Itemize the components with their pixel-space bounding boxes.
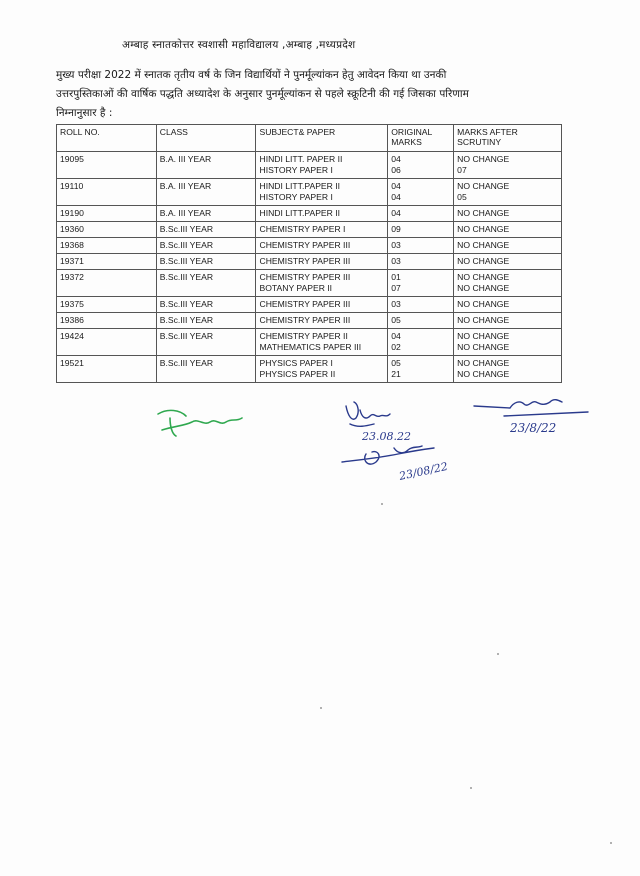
class-cell: B.Sc.III YEAR [156, 222, 256, 238]
subject-line: CHEMISTRY PAPER I [259, 224, 346, 234]
signature-green [150, 400, 250, 442]
svg-text:23/8/22: 23/8/22 [510, 421, 557, 435]
class-cell: B.Sc.III YEAR [156, 313, 256, 329]
subject-line: PHYSICS PAPER II [259, 369, 336, 379]
header-subject-paper: SUBJECT& PAPER [256, 125, 388, 152]
roll-no-cell: 19368 [57, 238, 157, 254]
marks-after-scrutiny-cell [454, 254, 562, 270]
original-mark: 03 [391, 240, 401, 250]
subject-paper-cell [256, 297, 388, 313]
marks-after-scrutiny-cell [454, 270, 562, 297]
subject-line: MATHEMATICS PAPER III [259, 342, 362, 352]
subject-line: CHEMISTRY PAPER II [259, 331, 348, 341]
original-mark: 03 [391, 256, 401, 266]
original-marks-cell [388, 270, 454, 297]
original-marks-cell [388, 329, 454, 356]
class-cell: B.A. III YEAR [156, 206, 256, 222]
original-mark: 03 [391, 299, 401, 309]
subject-line: CHEMISTRY PAPER III [259, 240, 351, 250]
subject-line: HISTORY PAPER I [259, 192, 333, 202]
class-cell: B.A. III YEAR [156, 152, 256, 179]
subject-line: PHYSICS PAPER I [259, 358, 333, 368]
scan-speck [470, 787, 472, 789]
subject-paper-cell [256, 206, 388, 222]
after-mark: NO CHANGE [457, 342, 510, 352]
table-row [57, 206, 562, 222]
subject-line: HISTORY PAPER I [259, 165, 333, 175]
marks-after-scrutiny-cell [454, 179, 562, 206]
after-mark: NO CHANGE [457, 240, 510, 250]
original-mark: 06 [391, 165, 401, 175]
subject-paper-cell [256, 152, 388, 179]
subject-paper-cell [256, 179, 388, 206]
intro-line: निम्नानुसार है : [56, 107, 113, 119]
original-mark: 04 [391, 208, 401, 218]
class-cell: B.Sc.III YEAR [156, 356, 256, 383]
original-mark: 01 [391, 272, 401, 282]
subject-paper-cell [256, 222, 388, 238]
header-class: CLASS [156, 125, 256, 152]
roll-no-cell: 19372 [57, 270, 157, 297]
scan-speck [497, 653, 499, 655]
roll-no-cell: 19110 [57, 179, 157, 206]
marks-after-scrutiny-cell [454, 329, 562, 356]
marks-after-scrutiny-cell [454, 152, 562, 179]
roll-no-cell: 19424 [57, 329, 157, 356]
subject-paper-cell [256, 313, 388, 329]
header-marks-after-scrutiny: MARKS AFTER SCRUTINY [454, 125, 562, 152]
original-mark: 05 [391, 315, 401, 325]
subject-line: CHEMISTRY PAPER III [259, 272, 351, 282]
original-marks-cell [388, 356, 454, 383]
original-mark: 04 [391, 181, 401, 191]
subject-line: HINDI LITT.PAPER II [259, 181, 341, 191]
original-mark: 04 [391, 192, 401, 202]
signature-date-2 [470, 392, 600, 438]
marks-after-scrutiny-cell [454, 222, 562, 238]
after-mark: NO CHANGE [457, 299, 510, 309]
subject-line: CHEMISTRY PAPER III [259, 256, 351, 266]
subject-paper-cell [256, 270, 388, 297]
marks-after-scrutiny-cell [454, 356, 562, 383]
original-marks-cell [388, 238, 454, 254]
original-mark: 04 [391, 331, 401, 341]
original-mark: 07 [391, 283, 401, 293]
college-header: अम्बाह स्नातकोत्तर स्वशासी महाविद्यालय ,अम्बाह ,मध्यप्रदेश [122, 39, 356, 51]
original-marks-cell [388, 297, 454, 313]
original-marks-cell [388, 179, 454, 206]
original-marks-cell [388, 206, 454, 222]
original-mark: 05 [391, 358, 401, 368]
after-mark: NO CHANGE [457, 154, 510, 164]
original-mark: 21 [391, 369, 401, 379]
table-body [57, 152, 562, 383]
class-cell: B.Sc.III YEAR [156, 329, 256, 356]
original-marks-cell [388, 222, 454, 238]
subject-line: HINDI LITT. PAPER II [259, 154, 343, 164]
table-row [57, 329, 562, 356]
marks-after-scrutiny-cell [454, 297, 562, 313]
after-mark: NO CHANGE [457, 315, 510, 325]
marks-after-scrutiny-cell [454, 313, 562, 329]
table-row [57, 270, 562, 297]
after-mark: NO CHANGE [457, 224, 510, 234]
after-mark: NO CHANGE [457, 208, 510, 218]
subject-paper-cell [256, 254, 388, 270]
scan-speck [381, 503, 383, 505]
scan-speck [610, 842, 612, 844]
subject-line: BOTANY PAPER II [259, 283, 333, 293]
original-mark: 02 [391, 342, 401, 352]
after-mark: NO CHANGE [457, 272, 510, 282]
table-row [57, 313, 562, 329]
class-cell: B.Sc.III YEAR [156, 238, 256, 254]
subject-paper-cell [256, 329, 388, 356]
roll-no-cell: 19375 [57, 297, 157, 313]
roll-no-cell: 19360 [57, 222, 157, 238]
class-cell: B.Sc.III YEAR [156, 270, 256, 297]
subject-paper-cell [256, 356, 388, 383]
signature-date-1 [340, 398, 430, 444]
after-mark: NO CHANGE [457, 283, 510, 293]
after-mark: NO CHANGE [457, 358, 510, 368]
original-marks-cell [388, 313, 454, 329]
after-mark: 05 [457, 192, 467, 202]
scrutiny-results-table [56, 124, 562, 383]
after-mark: NO CHANGE [457, 369, 510, 379]
roll-no-cell: 19371 [57, 254, 157, 270]
class-cell: B.Sc.III YEAR [156, 297, 256, 313]
intro-line: मुख्य परीक्षा 2022 में स्नातक तृतीय वर्ष के जिन विद्यार्थियों ने पुनर्मूल्यांकन हेतु आवेदन किया था उनकी [56, 69, 447, 81]
scan-speck [320, 707, 322, 709]
roll-no-cell: 19190 [57, 206, 157, 222]
intro-line: उत्तरपुस्तिकाओं की वार्षिक पद्धति अध्यादेश के अनुसार पुनर्मूल्यांकन से पहले स्क्रूटिनी की गई जिसका परिणाम [56, 88, 469, 100]
subject-line: CHEMISTRY PAPER III [259, 315, 351, 325]
after-mark: NO CHANGE [457, 181, 510, 191]
roll-no-cell: 19521 [57, 356, 157, 383]
table-row [57, 238, 562, 254]
original-mark: 09 [391, 224, 401, 234]
subject-paper-cell [256, 238, 388, 254]
subject-line: HINDI LITT.PAPER II [259, 208, 341, 218]
original-mark: 04 [391, 154, 401, 164]
after-mark: 07 [457, 165, 467, 175]
after-mark: NO CHANGE [457, 256, 510, 266]
class-cell: B.A. III YEAR [156, 179, 256, 206]
table-row [57, 179, 562, 206]
svg-text:23/08/22: 23/08/22 [397, 459, 449, 483]
marks-after-scrutiny-cell [454, 206, 562, 222]
original-marks-cell [388, 152, 454, 179]
header-roll-no: ROLL NO. [57, 125, 157, 152]
intro-paragraph [56, 66, 576, 123]
subject-line: CHEMISTRY PAPER III [259, 299, 351, 309]
table-row [57, 356, 562, 383]
header-original-marks: ORIGINAL MARKS [388, 125, 454, 152]
roll-no-cell: 19095 [57, 152, 157, 179]
marks-after-scrutiny-cell [454, 238, 562, 254]
class-cell: B.Sc.III YEAR [156, 254, 256, 270]
table-row [57, 297, 562, 313]
table-row [57, 222, 562, 238]
signature-date-3 [338, 440, 478, 490]
svg-text:23.08.22: 23.08.22 [362, 430, 411, 443]
table-header-row [57, 125, 562, 152]
after-mark: NO CHANGE [457, 331, 510, 341]
original-marks-cell [388, 254, 454, 270]
table-row [57, 254, 562, 270]
table-row [57, 152, 562, 179]
roll-no-cell: 19386 [57, 313, 157, 329]
